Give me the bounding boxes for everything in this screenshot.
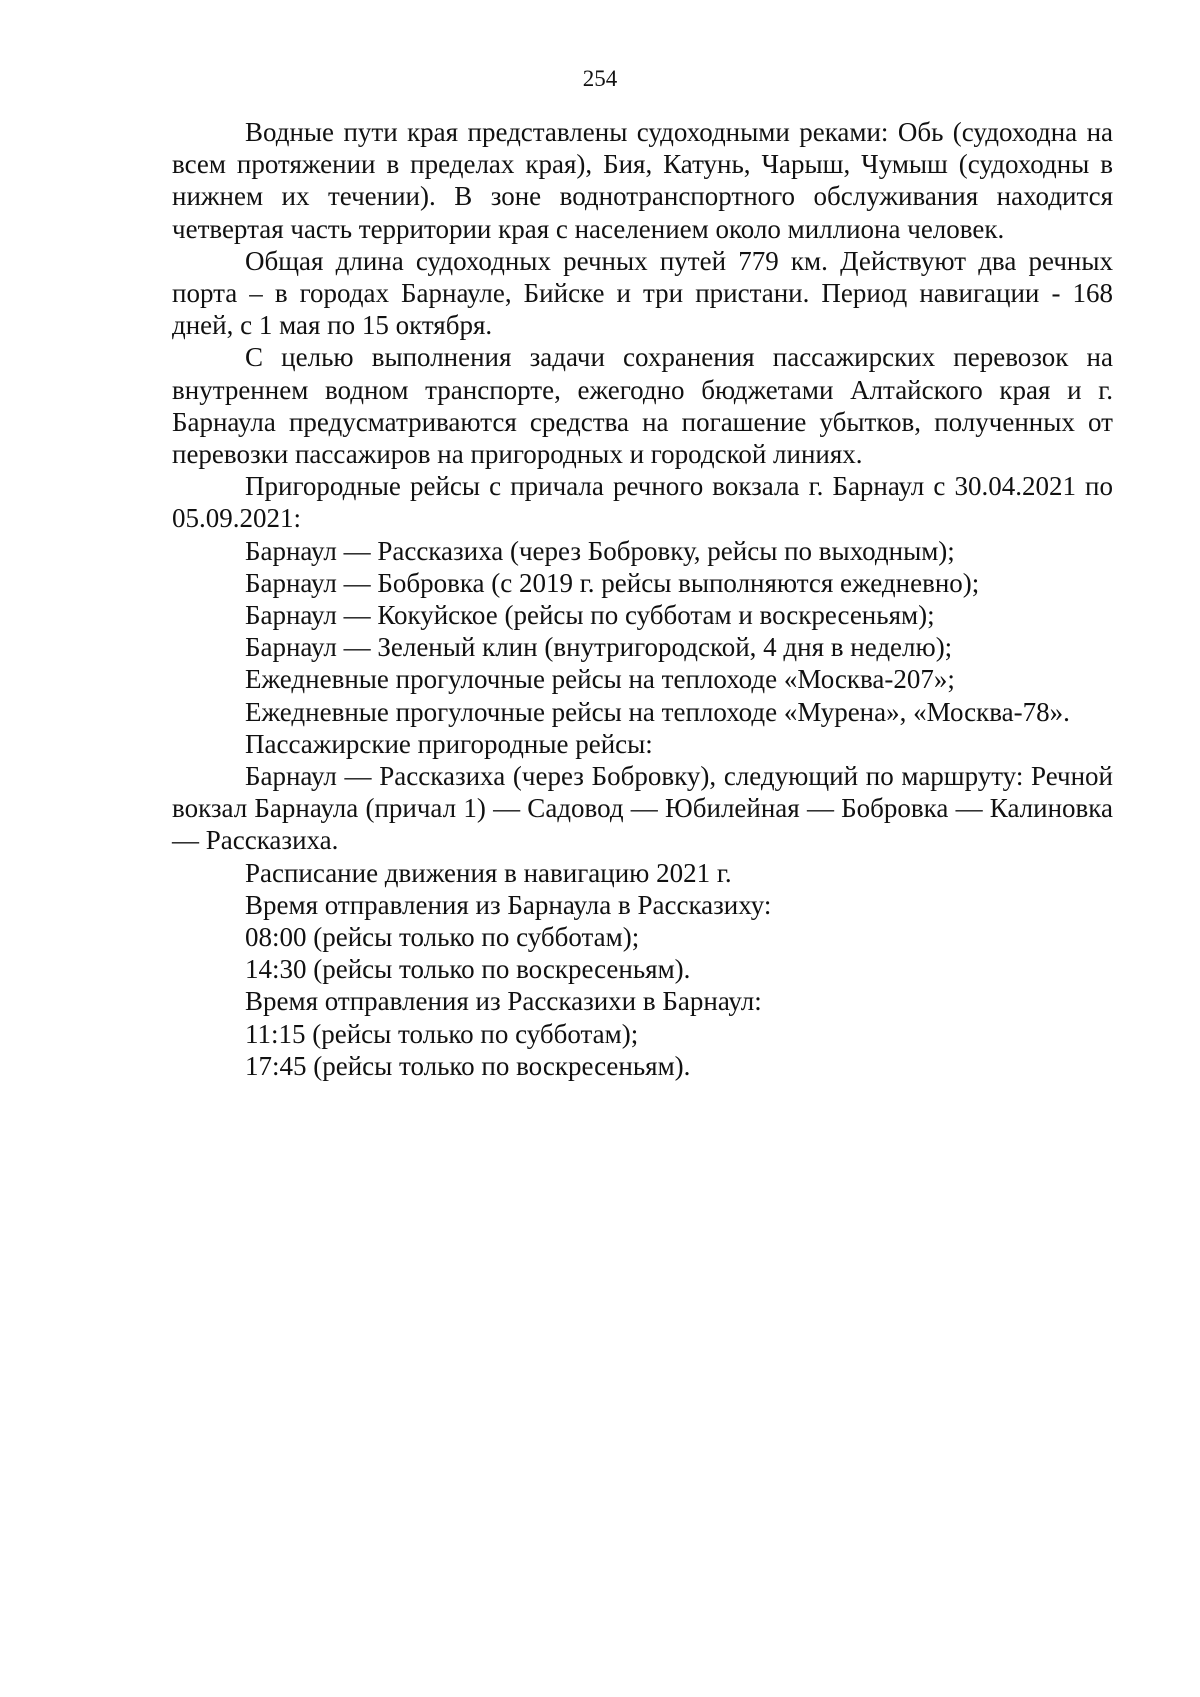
schedule-line: 14:30 (рейсы только по воскресеньям). <box>245 954 691 985</box>
page-number: 254 <box>582 66 618 91</box>
schedule-line: 17:45 (рейсы только по воскресеньям). <box>245 1050 691 1081</box>
section-heading: Пассажирские пригородные рейсы: <box>245 728 653 759</box>
schedule-line: 11:15 (рейсы только по субботам); <box>245 1018 639 1049</box>
paragraph-route-stops: Барнаул — Рассказиха (через Бобровку), следующий по маршруту: Речной вокзал Барнаула (причал 1) — Садовод — Юбилейная — Бобровка — Калиновка — Рассказиха. <box>172 761 1113 856</box>
route-line: Барнаул — Бобровка (с 2019 г. рейсы выполняются ежедневно); <box>245 567 980 598</box>
paragraph-waterways: Водные пути края представлены судоходными реками: Обь (судоходна на всем протяжении в пределах края), Бия, Катунь, Чарыш, Чумыш (судоходны в нижнем их течении). В зоне воднотранспортного обслуживания находится четвертая часть территории края с населением около миллиона человек. <box>172 117 1113 244</box>
route-line: Барнаул — Зеленый клин (внутригородской, 4 дня в неделю); <box>245 632 953 663</box>
route-line: Барнаул — Рассказиха (через Бобровку, рейсы по выходным); <box>245 535 955 566</box>
schedule-heading: Расписание движения в навигацию 2021 г. <box>245 857 732 888</box>
document-body <box>172 116 1113 1082</box>
schedule-line: 08:00 (рейсы только по субботам); <box>245 922 640 953</box>
schedule-subheading: Время отправления из Рассказихи в Барнаул: <box>245 986 762 1017</box>
paragraph-suburban-routes-intro: Пригородные рейсы с причала речного вокзала г. Барнаул с 30.04.2021 по 05.09.2021: <box>172 471 1113 534</box>
route-line: Барнаул — Кокуйское (рейсы по субботам и воскресеньям); <box>245 600 935 631</box>
paragraph-river-length: Общая длина судоходных речных путей 779 км. Действуют два речных порта – в городах Барнауле, Бийске и три пристани. Период навигации - 168 дней, с 1 мая по 15 октября. <box>172 245 1113 341</box>
route-line: Ежедневные прогулочные рейсы на теплоходе «Москва-207»; <box>245 664 955 695</box>
paragraph-budget: С целью выполнения задачи сохранения пассажирских перевозок на внутреннем водном транспорте, ежегодно бюджетами Алтайского края и г. Барнаула предусматриваются средства на погашение убытков, полученных от перевозки пассажиров на пригородных и городской линиях. <box>172 342 1113 470</box>
schedule-subheading: Время отправления из Барнаула в Рассказиху: <box>245 889 772 920</box>
route-line: Ежедневные прогулочные рейсы на теплоходе «Мурена», «Москва-78». <box>245 696 1070 727</box>
